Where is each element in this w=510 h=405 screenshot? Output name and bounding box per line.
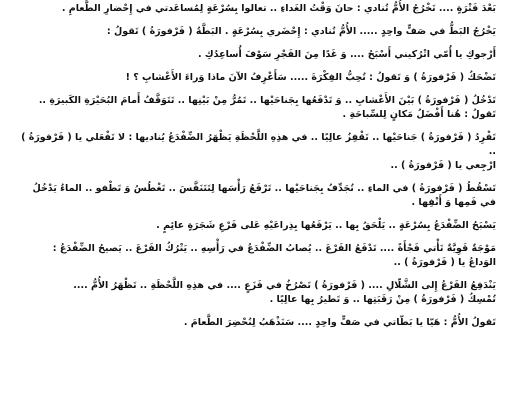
- paragraph: [20, 182, 496, 210]
- text-line: يَسْبَحُ الضِّفْدَعُ بِسُرْعَةٍ .. يَلْحَقُ بِها .. يَرْفَعُها بِذِراعَيْهِ عَلى فَرْعِ شَجَرَةٍ عائِمٍ .: [156, 220, 496, 231]
- text-line: تَفْرِدُ ( فَرْفورَةُ ) جَناحَيْها .. تَقْفِزُ عالِيًا .. في هذِهِ اللَّحْظَةِ يَظْهَرُ الضِّفْدَعُ يُناديها : لا تَفْعَلي يا ( فَرْفورَةُ ) ..: [21, 132, 496, 157]
- text-line: تَقولُ الأُمُّ : هَيّا يا بَطّاتي في صَفٍّ واحِدٍ .... سَنَذْهَبُ لِنُحْضِرَ الطَّعامَ .: [183, 317, 496, 328]
- text-line: تَسْقُطُ ( فَرْفورَةُ ) في الماءِ .. تُجَدِّفُ بِجَناحَيْها .. تَرْفَعُ رَأْسَها لِتَتَنَفَّسَ .. تَغْطُسُ وَ تَطْفو .. الماءُ يَدْخُلُ: [32, 183, 496, 194]
- paragraph: [20, 279, 496, 307]
- text-line: بَعْدَ فَتْرَةٍ .... تَخْرُجُ الأُمُّ تُنادي : حانَ وَقْتُ الغَداءِ .. تعالوا بِسُرْعَةٍ لِمُساعَدتي في إِحْضارِ الطَّعامِ .: [61, 3, 496, 14]
- text-line: تَضْحَكُ ( فَرْفورَةُ ) وَ تَقولُ : تُحِبُّ الفِكْرَةَ ..... سَأَعْرِفُ الآنَ ماذا وَراءَ الأَعْشابِ ؟ !: [125, 72, 496, 83]
- paragraph: [20, 48, 496, 62]
- text-line: في فَمِها وَ أَنْفِها .: [411, 197, 496, 208]
- text-line: أَرْجوكِ يا أُمّي اتْرُكيني أَسْبَحُ .... وَ غَدًا مِنَ الفَجْرِ سَوْفَ أُساعِدُكِ .: [198, 49, 496, 60]
- paragraph: [20, 219, 496, 233]
- text-line: يَخْرُجُ البَطُّ في صَفٍّ واحِدٍ ..... الأُمُّ تُنادي : إِحْضَري بِسُرْعَةٍ . البَطَّةُ ( فَرْفورَةُ ) تَقولُ :: [106, 26, 496, 37]
- paragraph: [20, 94, 496, 122]
- text-line: تَقولُ : هُنا أَفْضَلُ مَكانٍ لِلسِّباحَةِ .: [342, 109, 496, 120]
- text-line: الوَداعُ يا ( فَرْفورَةُ ) ..: [393, 257, 496, 268]
- paragraph: [20, 131, 496, 173]
- text-line: تَدْخُلُ ( فَرْفورَةُ ) بَيْنَ الأَعْشابِ .. وَ تَدْفَعُها بِجَناحَيْها .. تَمُرُّ مِنْ بَيْنِها .. تَتَوَقَّفُ أَمامَ البُحَيْرَةِ الكَبيرَةِ ..: [38, 95, 496, 106]
- text-line: ارْجِعي يا ( فَرْفورَةُ ) ..: [390, 160, 496, 171]
- paragraph: [20, 71, 496, 85]
- text-line: مَوْجَةٌ قَوِيَّةٌ تَأْتي فَجْأَةً .... تَدْفَعُ الفَرْعَ .. يُصابُ الضِّفْدَعُ في رَأْسِهِ .. يَتْرُكُ الفَرْعَ .. يَصيحُ الضِّفْدَعُ :: [52, 243, 496, 254]
- text-line: يَنْدَفِعُ الفَرْعُ إِلى الشَّلّالِ .... ( فَرْفورَةُ ) تَصْرُخُ في فَزَعٍ .... في هذِهِ اللَّحْظَةِ .. تَظْهَرُ الأُمُّ ....: [73, 280, 496, 291]
- paragraph: [20, 2, 496, 16]
- text-line: تُمْسِكُ ( فَرْفورَةُ ) مِنْ رَقَبَتِها .. وَ تَطيرُ بِها عالِيًا .: [269, 294, 496, 305]
- paragraph: [20, 25, 496, 39]
- paragraph: [20, 316, 496, 330]
- paragraph: [20, 242, 496, 270]
